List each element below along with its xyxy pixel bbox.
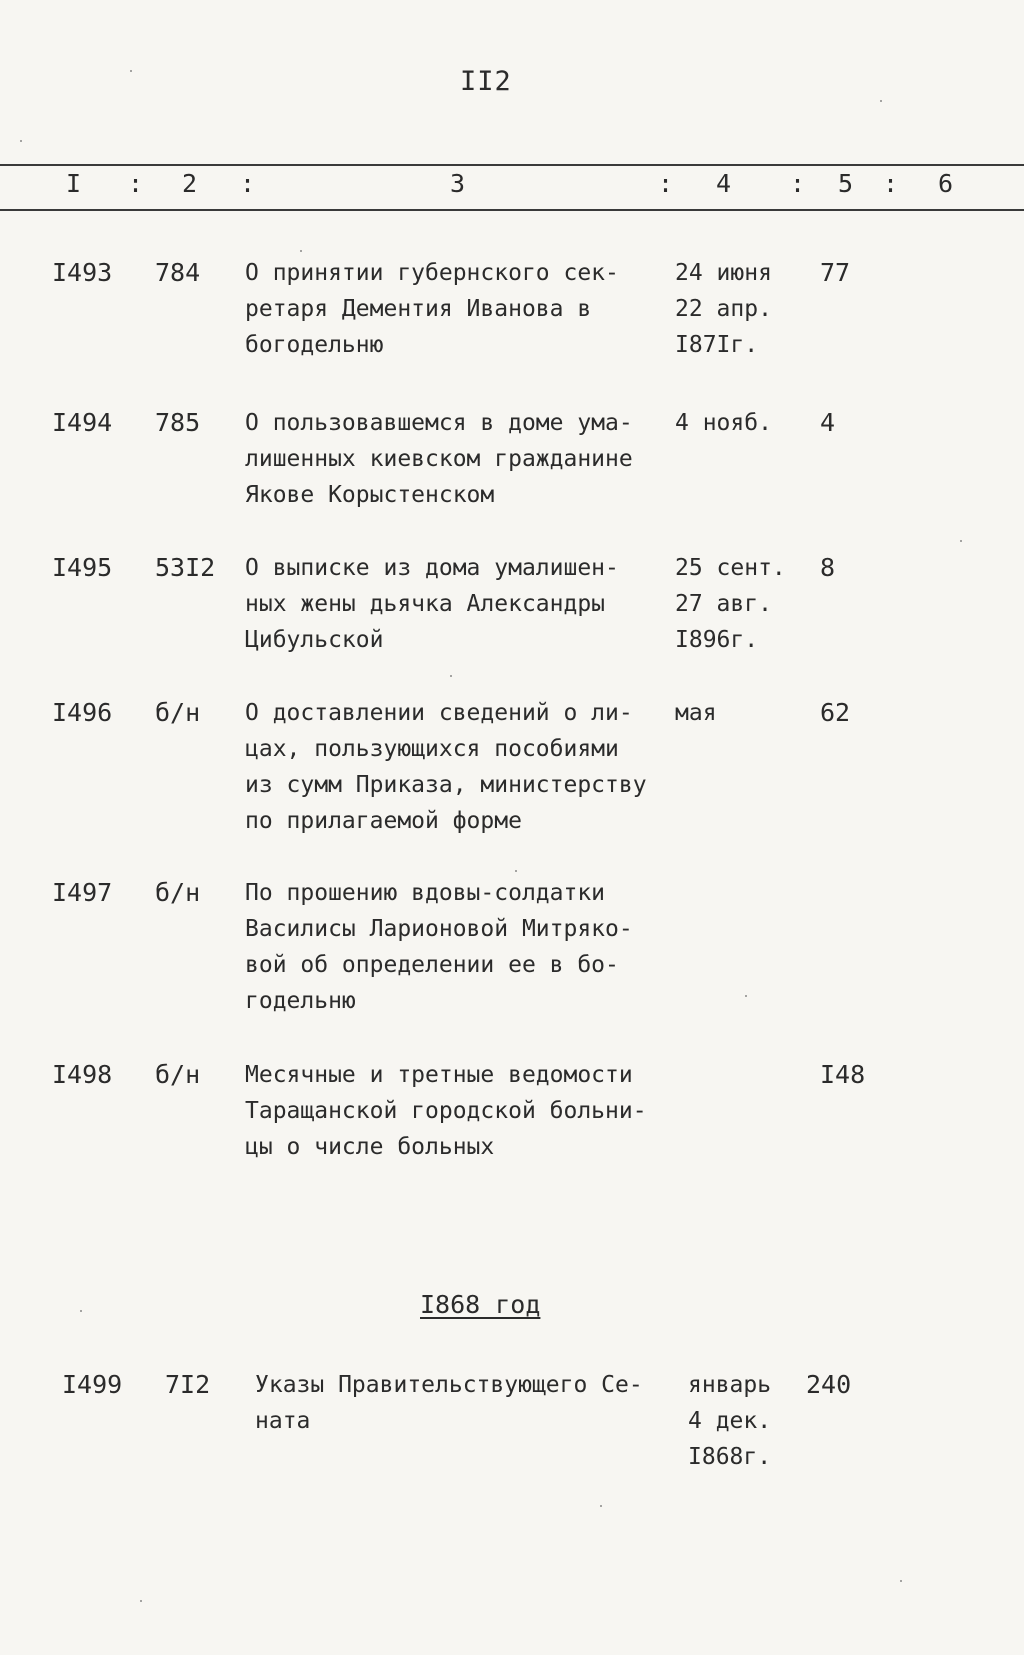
entry-number: I494 — [52, 408, 113, 437]
entry-sheet-count: 8 — [820, 553, 836, 582]
entry-date-line: I896г. — [675, 627, 759, 653]
column-header-4: 4 — [716, 169, 732, 198]
entry-date-line: 4 нояб. — [675, 410, 772, 436]
entry-dates — [688, 1367, 771, 1475]
entry-number: I498 — [52, 1060, 113, 1089]
entry-title-line: Таращанской городской больни- — [245, 1098, 647, 1124]
entry-title-line: годельню — [245, 988, 356, 1014]
column-header-6: 6 — [938, 169, 954, 198]
entry-sheet-count: 240 — [806, 1370, 852, 1399]
entry-date-line: 25 сент. — [675, 555, 786, 581]
entry-sheet-count: 77 — [820, 258, 851, 287]
scan-speck — [300, 250, 302, 252]
entry-title — [245, 1057, 685, 1165]
entry-title — [245, 255, 685, 363]
entry-sheet-count: 4 — [820, 408, 836, 437]
scan-speck — [745, 995, 747, 997]
entry-title-line: ных жены дьячка Александры — [245, 591, 606, 617]
entry-code: 53I2 — [155, 553, 216, 582]
entry-date-line: январь — [688, 1372, 772, 1398]
entry-number: I496 — [52, 698, 113, 727]
entry-date-line: 27 авг. — [675, 591, 772, 617]
entry-dates — [675, 255, 772, 363]
entry-date-line: I87Iг. — [675, 332, 759, 358]
column-header-5: 5 — [838, 169, 854, 198]
entry-title-line: О принятии губернского сек- — [245, 260, 619, 286]
entry-title — [245, 405, 685, 513]
scan-speck — [80, 1310, 82, 1312]
entry-date-line: мая — [675, 700, 717, 726]
entry-title — [245, 875, 685, 1019]
entry-sheet-count: I48 — [820, 1060, 866, 1089]
scan-speck — [900, 1580, 902, 1582]
entry-number: I499 — [62, 1370, 123, 1399]
scan-speck — [960, 540, 962, 542]
entry-title — [245, 550, 685, 658]
page-number: II2 — [460, 66, 512, 97]
entry-code: б/н — [155, 698, 201, 727]
scan-speck — [130, 70, 132, 72]
entry-title-line: вой об определении ее в бо- — [245, 952, 619, 978]
entry-title-line: по прилагаемой форме — [245, 808, 522, 834]
column-separator: : — [128, 169, 144, 198]
entry-title-line: О пользовавшемся в доме ума- — [245, 410, 633, 436]
scan-speck — [880, 100, 882, 102]
column-separator: : — [658, 169, 674, 198]
entry-title-line: О доставлении сведений о ли- — [245, 700, 633, 726]
column-separator: : — [790, 169, 806, 198]
entry-code: 785 — [155, 408, 201, 437]
entry-title-line: Василисы Ларионовой Митряко- — [245, 916, 633, 942]
entry-title-line: Цибульской — [245, 627, 384, 653]
column-header-row — [0, 165, 1024, 209]
header-bottom-rule — [0, 209, 1024, 211]
entry-title-line: Месячные и третные ведомости — [245, 1062, 633, 1088]
scan-speck — [600, 1505, 602, 1507]
entry-date-line: I868г. — [688, 1444, 772, 1470]
entry-title-line: богодельню — [245, 332, 384, 358]
entry-date-line: 24 июня — [675, 260, 772, 286]
entry-sheet-count: 62 — [820, 698, 851, 727]
entry-title-line: цах, пользующихся пособиями — [245, 736, 619, 762]
entry-title-line: из сумм Приказа, министерству — [245, 772, 647, 798]
entry-title — [245, 695, 685, 839]
scan-speck — [450, 675, 452, 677]
entry-title-line: По прошению вдовы-солдатки — [245, 880, 606, 906]
entry-title-line: лишенных киевском гражданине — [245, 446, 633, 472]
entry-dates — [675, 405, 772, 441]
entry-title-line: ната — [255, 1408, 311, 1434]
section-heading-year: I868 год — [420, 1290, 541, 1319]
entry-number: I497 — [52, 878, 113, 907]
column-separator: : — [883, 169, 899, 198]
scan-speck — [515, 870, 517, 872]
column-separator: : — [240, 169, 256, 198]
entry-title-line: Якове Корыстенском — [245, 482, 495, 508]
entry-code: б/н — [155, 878, 201, 907]
entry-code: 7I2 — [165, 1370, 211, 1399]
entry-dates — [675, 695, 717, 731]
entry-code: б/н — [155, 1060, 201, 1089]
entry-title-line: ретаря Дементия Иванова в — [245, 296, 592, 322]
scan-speck — [20, 140, 22, 142]
entry-number: I495 — [52, 553, 113, 582]
entry-title-line: цы о числе больных — [245, 1134, 495, 1160]
entry-dates — [675, 550, 786, 658]
column-header-1: I — [66, 169, 82, 198]
entry-title — [255, 1367, 695, 1439]
entry-date-line: 22 апр. — [675, 296, 772, 322]
entry-title-line: О выписке из дома умалишен- — [245, 555, 619, 581]
column-header-3: 3 — [450, 169, 466, 198]
column-header-2: 2 — [182, 169, 198, 198]
entry-code: 784 — [155, 258, 201, 287]
entry-number: I493 — [52, 258, 113, 287]
entry-title-line: Указы Правительствующего Се- — [255, 1372, 643, 1398]
entry-date-line: 4 дек. — [688, 1408, 772, 1434]
scan-speck — [140, 1600, 142, 1602]
